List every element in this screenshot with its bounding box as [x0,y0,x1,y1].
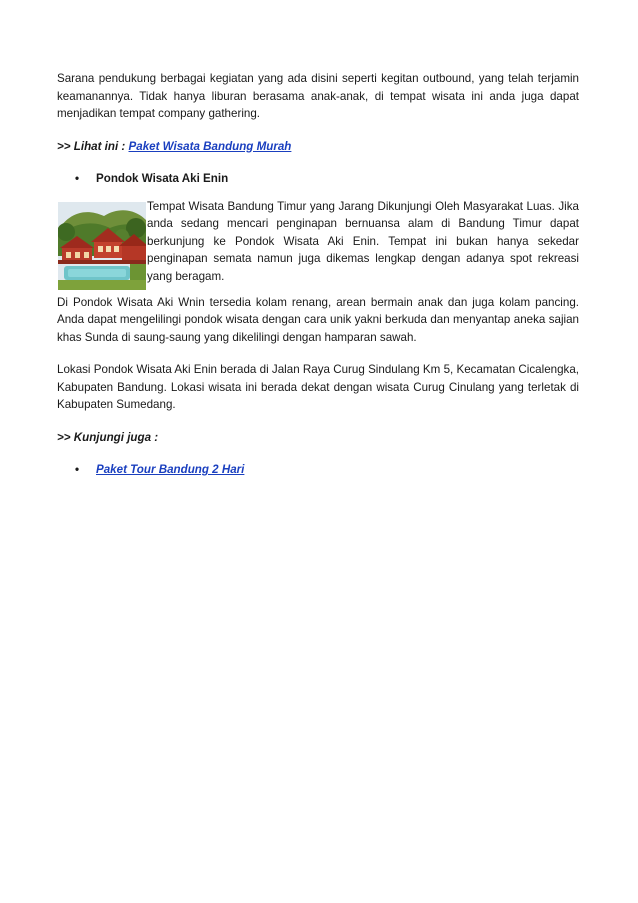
paket-tour-bandung-2-hari-link[interactable]: Paket Tour Bandung 2 Hari [96,463,245,476]
image-caption-text: Tempat Wisata Bandung Timur yang Jarang Dikunjungi Oleh Masyarakat Luas. Jika anda sedang mencari penginapan bernuansa alam di Bandung Timur dapat berkunjung ke Pondok Wisata Aki Enin. Tempat ini bukan hanya sekedar penginapan semata namun juga dikemas lengkap dengan adanya spot rekreasi yang beragam. [147,199,579,283]
bullet-icon: • [75,463,80,476]
location-paragraph: Lokasi Pondok Wisata Aki Enin berada di Jalan Raya Curug Sindulang Km 5, Kecamatan Cicalengka, Kabupaten Bandung. Lokasi wisata ini berada dekat dengan wisata Curug Cinulang yang terletak di Kabupaten Sumedang. [57,363,579,411]
visit-also-label: >> Kunjungi juga : [57,430,159,444]
resort-photo [58,202,146,290]
facilities-paragraph: Di Pondok Wisata Aki Wnin tersedia kolam renang, arean bermain anak dan juga kolam pancing. Anda dapat mengelilingi pondok wisata dengan cara unik yakni berkuda dan menyantap aneka sajian khas Sunda di saung-saung yang dikelilingi dengan hamparan sawah. [57,295,579,344]
section-title: Pondok Wisata Aki Enin [96,172,229,185]
visit-links-list [57,461,579,479]
document-page [57,70,579,479]
image-text-block [57,198,579,294]
list-item [57,461,579,479]
intro-paragraph: Sarana pendukung berbagai kegiatan yang ada disini seperti kegitan outbound, yang telah terjamin keamanannya. Tidak hanya liburan berasama anak-anak, di tempat wisata ini anda juga dapat menjadikan tempat company gathering. [57,72,579,120]
paket-wisata-bandung-murah-link[interactable]: Paket Wisata Bandung Murah [128,139,292,153]
list-item [57,170,579,188]
section-heading-list [57,170,579,188]
bullet-icon: • [75,172,80,185]
see-also-line [57,138,579,156]
see-also-prefix: >> Lihat ini : [57,139,129,153]
